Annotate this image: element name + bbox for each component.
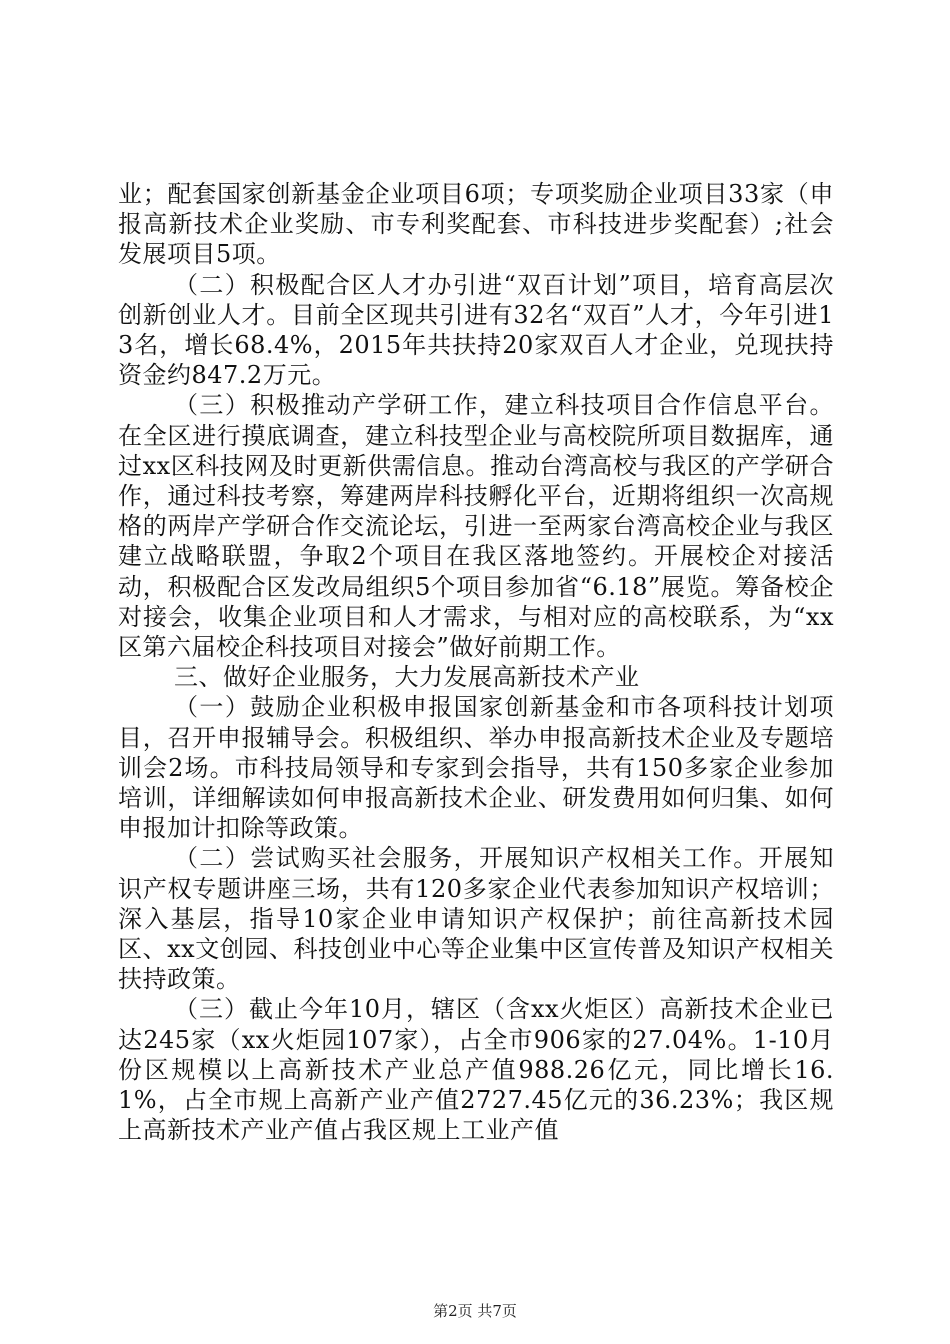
paragraph-industry-university-research: （三）积极推动产学研工作，建立科技项目合作信息平台。在全区进行摸底调查，建立科技型企业与高校院所项目数据库，通过xx区科技网及时更新供需信息。推动台湾高校与我区的产学研合作，通过科技考察，筹建两岸科技孵化平台，近期将组织一次高规格的两岸产学研合作交流论坛，引进一至两家台湾高校企业与我区建立战略联盟，争取2个项目在我区落地签约。开展校企对接活动，积极配合区发改局组织5个项目参加省“6.18”展览。筹备校企对接会，收集企业项目和人才需求，与相对应的高校联系，为“xx区第六届校企科技项目对接会”做好前期工作。 [118, 391, 834, 662]
paragraph-high-tech-statistics: （三）截止今年10月，辖区（含xx火炬区）高新技术企业已达245家（xx火炬园107家），占全市906家的27.04%。1-10月份区规模以上高新技术产业总产值988.26亿元，同比增长16.1%，占全市规上高新产业产值2727.45亿元的36.23%；我区规上高新技术产业产值占我区规上工业产值 [118, 995, 834, 1145]
paragraph-talent-program: （二）积极配合区人才办引进“双百计划”项目，培育高层次创新创业人才。目前全区现共引进有32名“双百”人才，今年引进13名，增长68.4%，2015年共扶持20家双百人才企业，兑现扶持资金约847.2万元。 [118, 270, 834, 390]
paragraph-intellectual-property: （二）尝试购买社会服务，开展知识产权相关工作。开展知识产权专题讲座三场，共有120多家企业代表参加知识产权培训；深入基层，指导10家企业申请知识产权保护；前往高新技术园区、xx文创园、科技创业中心等企业集中区宣传普及知识产权相关扶持政策。 [118, 844, 834, 994]
paragraph-innovation-fund: （一）鼓励企业积极申报国家创新基金和市各项科技计划项目，召开申报辅导会。积极组织、举办申报高新技术企业及专题培训会2场。市科技局领导和专家到会指导，共有150多家企业参加培训，详细解读如何申报高新技术企业、研发费用如何归集、如何申报加计扣除等政策。 [118, 693, 834, 843]
paragraph-continuation: 业；配套国家创新基金企业项目6项；专项奖励企业项目33家（申报高新技术企业奖励、市专利奖配套、市科技进步奖配套）;社会发展项目5项。 [118, 180, 834, 269]
page-footer: 第2页 共7页 [433, 1302, 517, 1320]
section-heading-enterprise-service: 三、做好企业服务，大力发展高新技术产业 [174, 663, 640, 692]
document-body [118, 179, 834, 1146]
